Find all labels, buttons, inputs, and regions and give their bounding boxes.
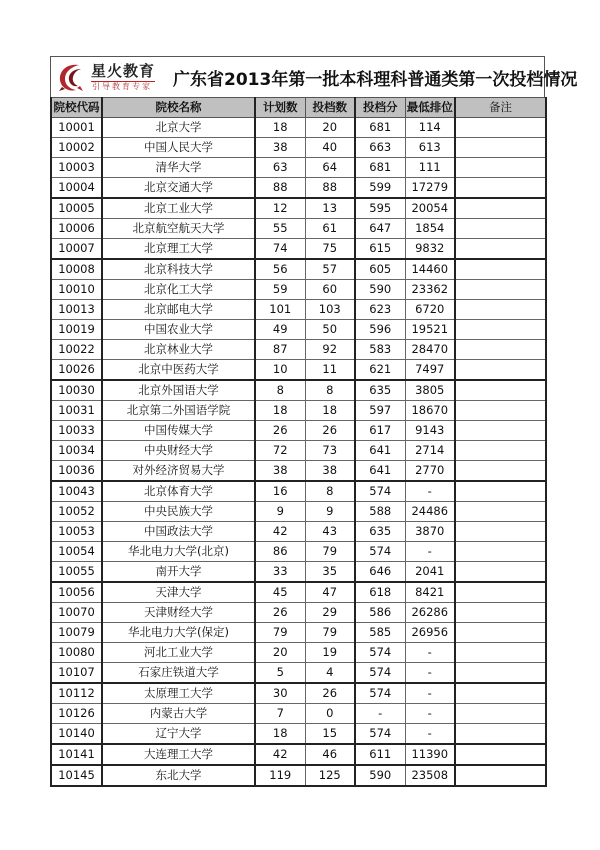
cell-score: 618 <box>355 582 405 603</box>
table-row <box>51 582 546 603</box>
table-row <box>51 502 546 522</box>
cell-plan: 88 <box>255 178 305 199</box>
cell-score: 635 <box>355 522 405 542</box>
cell-score: 641 <box>355 441 405 461</box>
cell-admitted: 8 <box>305 481 355 502</box>
cell-admitted: 61 <box>305 219 355 239</box>
cell-score: 599 <box>355 178 405 199</box>
cell-note <box>455 118 546 138</box>
cell-code: 10008 <box>51 259 102 280</box>
cell-note <box>455 360 546 381</box>
table-row <box>51 683 546 704</box>
cell-note <box>455 683 546 704</box>
cell-code: 10140 <box>51 724 102 745</box>
cell-plan: 10 <box>255 360 305 381</box>
cell-name: 北京大学 <box>102 118 255 138</box>
cell-name: 太原理工大学 <box>102 683 255 704</box>
table-row <box>51 280 546 300</box>
table-row <box>51 522 546 542</box>
cell-note <box>455 219 546 239</box>
cell-plan: 8 <box>255 380 305 401</box>
cell-name: 北京外国语大学 <box>102 380 255 401</box>
cell-admitted: 79 <box>305 542 355 562</box>
cell-rank: 9143 <box>405 421 455 441</box>
cell-note <box>455 704 546 724</box>
cell-code: 10022 <box>51 340 102 360</box>
cell-code: 10107 <box>51 663 102 684</box>
column-header-admitted: 投档数 <box>305 98 355 118</box>
cell-code: 10036 <box>51 461 102 482</box>
cell-note <box>455 300 546 320</box>
cell-rank: 9832 <box>405 239 455 260</box>
cell-note <box>455 178 546 199</box>
cell-rank: 3805 <box>405 380 455 401</box>
brand-logo <box>55 59 167 95</box>
cell-note <box>455 542 546 562</box>
cell-score: 585 <box>355 623 405 643</box>
cell-admitted: 0 <box>305 704 355 724</box>
cell-admitted: 46 <box>305 744 355 765</box>
cell-note <box>455 663 546 684</box>
cell-note <box>455 724 546 745</box>
cell-code: 10013 <box>51 300 102 320</box>
cell-name: 中国人民大学 <box>102 138 255 158</box>
cell-plan: 20 <box>255 643 305 663</box>
cell-code: 10026 <box>51 360 102 381</box>
cell-note <box>455 198 546 219</box>
cell-code: 10004 <box>51 178 102 199</box>
column-header-code: 院校代码 <box>51 98 102 118</box>
cell-admitted: 15 <box>305 724 355 745</box>
cell-note <box>455 441 546 461</box>
cell-score: 617 <box>355 421 405 441</box>
cell-score: 681 <box>355 118 405 138</box>
cell-code: 10007 <box>51 239 102 260</box>
cell-code: 10010 <box>51 280 102 300</box>
cell-note <box>455 623 546 643</box>
cell-score: 574 <box>355 643 405 663</box>
cell-admitted: 92 <box>305 340 355 360</box>
cell-name: 华北电力大学(保定) <box>102 623 255 643</box>
cell-rank: 20054 <box>405 198 455 219</box>
cell-note <box>455 522 546 542</box>
cell-name: 北京工业大学 <box>102 198 255 219</box>
cell-rank: - <box>405 724 455 745</box>
cell-note <box>455 582 546 603</box>
cell-rank: - <box>405 643 455 663</box>
cell-name: 天津财经大学 <box>102 603 255 623</box>
cell-admitted: 79 <box>305 623 355 643</box>
cell-plan: 38 <box>255 461 305 482</box>
table-row <box>51 704 546 724</box>
cell-admitted: 75 <box>305 239 355 260</box>
cell-note <box>455 562 546 583</box>
cell-code: 10141 <box>51 744 102 765</box>
cell-code: 10055 <box>51 562 102 583</box>
cell-name: 中国农业大学 <box>102 320 255 340</box>
cell-code: 10052 <box>51 502 102 522</box>
table-row <box>51 542 546 562</box>
cell-rank: 14460 <box>405 259 455 280</box>
cell-name: 辽宁大学 <box>102 724 255 745</box>
cell-plan: 42 <box>255 522 305 542</box>
cell-admitted: 26 <box>305 683 355 704</box>
cell-code: 10019 <box>51 320 102 340</box>
cell-code: 10002 <box>51 138 102 158</box>
cell-name: 天津大学 <box>102 582 255 603</box>
cell-note <box>455 603 546 623</box>
cell-plan: 42 <box>255 744 305 765</box>
cell-rank: 3870 <box>405 522 455 542</box>
table-row <box>51 300 546 320</box>
cell-rank: 24486 <box>405 502 455 522</box>
cell-score: 615 <box>355 239 405 260</box>
cell-score: 574 <box>355 663 405 684</box>
cell-plan: 5 <box>255 663 305 684</box>
cell-name: 南开大学 <box>102 562 255 583</box>
cell-admitted: 50 <box>305 320 355 340</box>
cell-name: 北京林业大学 <box>102 340 255 360</box>
cell-code: 10031 <box>51 401 102 421</box>
cell-name: 北京体育大学 <box>102 481 255 502</box>
admission-sheet <box>50 56 578 787</box>
cell-plan: 7 <box>255 704 305 724</box>
cell-plan: 86 <box>255 542 305 562</box>
table-row <box>51 643 546 663</box>
cell-admitted: 73 <box>305 441 355 461</box>
cell-admitted: 29 <box>305 603 355 623</box>
brand-tagline: 引导教育专家 <box>92 82 152 91</box>
cell-rank: 23362 <box>405 280 455 300</box>
cell-plan: 101 <box>255 300 305 320</box>
admission-table <box>50 97 547 787</box>
cell-note <box>455 502 546 522</box>
cell-score: 641 <box>355 461 405 482</box>
cell-rank: 11390 <box>405 744 455 765</box>
cell-admitted: 38 <box>305 461 355 482</box>
cell-rank: 26286 <box>405 603 455 623</box>
cell-rank: 6720 <box>405 300 455 320</box>
cell-plan: 59 <box>255 280 305 300</box>
cell-score: 583 <box>355 340 405 360</box>
cell-name: 北京交通大学 <box>102 178 255 199</box>
column-header-name: 院校名称 <box>102 98 255 118</box>
cell-plan: 49 <box>255 320 305 340</box>
cell-admitted: 20 <box>305 118 355 138</box>
cell-code: 10005 <box>51 198 102 219</box>
cell-name: 东北大学 <box>102 765 255 786</box>
cell-plan: 38 <box>255 138 305 158</box>
cell-plan: 33 <box>255 562 305 583</box>
cell-code: 10034 <box>51 441 102 461</box>
cell-score: 611 <box>355 744 405 765</box>
cell-code: 10030 <box>51 380 102 401</box>
table-row <box>51 178 546 199</box>
cell-name: 大连理工大学 <box>102 744 255 765</box>
cell-admitted: 43 <box>305 522 355 542</box>
flame-swirl-logo-icon <box>57 61 87 93</box>
cell-rank: 17279 <box>405 178 455 199</box>
cell-code: 10053 <box>51 522 102 542</box>
cell-admitted: 26 <box>305 421 355 441</box>
cell-plan: 16 <box>255 481 305 502</box>
cell-admitted: 19 <box>305 643 355 663</box>
cell-name: 河北工业大学 <box>102 643 255 663</box>
cell-admitted: 103 <box>305 300 355 320</box>
cell-note <box>455 481 546 502</box>
table-row <box>51 340 546 360</box>
cell-plan: 12 <box>255 198 305 219</box>
cell-plan: 9 <box>255 502 305 522</box>
cell-rank: - <box>405 542 455 562</box>
cell-note <box>455 643 546 663</box>
cell-score: 590 <box>355 765 405 786</box>
table-row <box>51 562 546 583</box>
cell-note <box>455 158 546 178</box>
table-row <box>51 744 546 765</box>
table-row <box>51 239 546 260</box>
cell-score: 574 <box>355 542 405 562</box>
cell-name: 北京科技大学 <box>102 259 255 280</box>
cell-admitted: 125 <box>305 765 355 786</box>
cell-plan: 45 <box>255 582 305 603</box>
cell-plan: 87 <box>255 340 305 360</box>
cell-plan: 30 <box>255 683 305 704</box>
cell-plan: 18 <box>255 118 305 138</box>
column-header-rank: 最低排位 <box>405 98 455 118</box>
cell-plan: 18 <box>255 724 305 745</box>
cell-admitted: 64 <box>305 158 355 178</box>
table-row <box>51 118 546 138</box>
cell-name: 石家庄铁道大学 <box>102 663 255 684</box>
cell-rank: - <box>405 683 455 704</box>
table-header-row <box>51 98 546 118</box>
cell-code: 10054 <box>51 542 102 562</box>
cell-code: 10079 <box>51 623 102 643</box>
cell-plan: 55 <box>255 219 305 239</box>
cell-admitted: 13 <box>305 198 355 219</box>
cell-code: 10145 <box>51 765 102 786</box>
cell-code: 10033 <box>51 421 102 441</box>
table-row <box>51 603 546 623</box>
cell-plan: 26 <box>255 603 305 623</box>
cell-score: 588 <box>355 502 405 522</box>
cell-name: 北京第二外国语学院 <box>102 401 255 421</box>
cell-note <box>455 280 546 300</box>
cell-score: 596 <box>355 320 405 340</box>
cell-name: 北京理工大学 <box>102 239 255 260</box>
cell-admitted: 9 <box>305 502 355 522</box>
cell-score: 621 <box>355 360 405 381</box>
table-row <box>51 663 546 684</box>
cell-note <box>455 138 546 158</box>
cell-plan: 79 <box>255 623 305 643</box>
cell-name: 中央民族大学 <box>102 502 255 522</box>
cell-code: 10056 <box>51 582 102 603</box>
table-body <box>51 118 546 787</box>
brand-name: 星火教育 <box>91 62 156 80</box>
cell-note <box>455 401 546 421</box>
table-row <box>51 138 546 158</box>
cell-note <box>455 765 546 786</box>
cell-rank: 19521 <box>405 320 455 340</box>
cell-rank: 2714 <box>405 441 455 461</box>
cell-rank: 28470 <box>405 340 455 360</box>
page-title: 广东省2013年第一批本科理科普通类第一次投档情况 <box>173 70 578 90</box>
cell-note <box>455 744 546 765</box>
cell-rank: - <box>405 663 455 684</box>
cell-name: 北京中医药大学 <box>102 360 255 381</box>
cell-plan: 63 <box>255 158 305 178</box>
cell-name: 北京化工大学 <box>102 280 255 300</box>
cell-plan: 72 <box>255 441 305 461</box>
cell-rank: 7497 <box>405 360 455 381</box>
cell-code: 10003 <box>51 158 102 178</box>
cell-score: 574 <box>355 481 405 502</box>
cell-admitted: 47 <box>305 582 355 603</box>
cell-score: 590 <box>355 280 405 300</box>
cell-admitted: 11 <box>305 360 355 381</box>
cell-code: 10043 <box>51 481 102 502</box>
cell-code: 10126 <box>51 704 102 724</box>
cell-plan: 119 <box>255 765 305 786</box>
cell-plan: 18 <box>255 401 305 421</box>
column-header-note: 备注 <box>455 98 546 118</box>
title-bar <box>50 56 578 97</box>
cell-rank: 26956 <box>405 623 455 643</box>
column-header-plan: 计划数 <box>255 98 305 118</box>
table-row <box>51 380 546 401</box>
cell-name: 对外经济贸易大学 <box>102 461 255 482</box>
table-row <box>51 441 546 461</box>
cell-plan: 26 <box>255 421 305 441</box>
table-row <box>51 360 546 381</box>
cell-code: 10006 <box>51 219 102 239</box>
table-row <box>51 481 546 502</box>
cell-score: 663 <box>355 138 405 158</box>
cell-rank: 114 <box>405 118 455 138</box>
cell-score: 574 <box>355 724 405 745</box>
table-row <box>51 198 546 219</box>
column-header-score: 投档分 <box>355 98 405 118</box>
cell-admitted: 57 <box>305 259 355 280</box>
table-row <box>51 765 546 786</box>
cell-note <box>455 380 546 401</box>
table-row <box>51 461 546 482</box>
cell-name: 华北电力大学(北京) <box>102 542 255 562</box>
cell-name: 中国传媒大学 <box>102 421 255 441</box>
table-row <box>51 724 546 745</box>
cell-name: 内蒙古大学 <box>102 704 255 724</box>
cell-admitted: 8 <box>305 380 355 401</box>
cell-note <box>455 239 546 260</box>
cell-rank: 2041 <box>405 562 455 583</box>
cell-score: 597 <box>355 401 405 421</box>
cell-score: 605 <box>355 259 405 280</box>
cell-score: 595 <box>355 198 405 219</box>
table-row <box>51 219 546 239</box>
cell-rank: 1854 <box>405 219 455 239</box>
cell-plan: 74 <box>255 239 305 260</box>
cell-rank: 2770 <box>405 461 455 482</box>
cell-admitted: 88 <box>305 178 355 199</box>
cell-admitted: 35 <box>305 562 355 583</box>
cell-admitted: 40 <box>305 138 355 158</box>
cell-plan: 56 <box>255 259 305 280</box>
cell-rank: 111 <box>405 158 455 178</box>
cell-rank: 23508 <box>405 765 455 786</box>
cell-rank: 8421 <box>405 582 455 603</box>
table-row <box>51 401 546 421</box>
cell-score: 647 <box>355 219 405 239</box>
cell-note <box>455 461 546 482</box>
cell-code: 10080 <box>51 643 102 663</box>
cell-name: 中央财经大学 <box>102 441 255 461</box>
cell-score: - <box>355 704 405 724</box>
cell-note <box>455 340 546 360</box>
cell-code: 10001 <box>51 118 102 138</box>
cell-note <box>455 320 546 340</box>
cell-admitted: 4 <box>305 663 355 684</box>
table-row <box>51 623 546 643</box>
cell-rank: - <box>405 481 455 502</box>
table-row <box>51 421 546 441</box>
table-row <box>51 158 546 178</box>
cell-name: 中国政法大学 <box>102 522 255 542</box>
cell-name: 北京航空航天大学 <box>102 219 255 239</box>
cell-rank: 18670 <box>405 401 455 421</box>
table-row <box>51 259 546 280</box>
cell-rank: - <box>405 704 455 724</box>
cell-score: 623 <box>355 300 405 320</box>
cell-note <box>455 421 546 441</box>
cell-admitted: 18 <box>305 401 355 421</box>
cell-score: 646 <box>355 562 405 583</box>
cell-score: 586 <box>355 603 405 623</box>
cell-code: 10112 <box>51 683 102 704</box>
cell-name: 北京邮电大学 <box>102 300 255 320</box>
cell-score: 574 <box>355 683 405 704</box>
table-row <box>51 320 546 340</box>
cell-score: 635 <box>355 380 405 401</box>
cell-admitted: 60 <box>305 280 355 300</box>
cell-code: 10070 <box>51 603 102 623</box>
cell-note <box>455 259 546 280</box>
cell-score: 681 <box>355 158 405 178</box>
cell-rank: 613 <box>405 138 455 158</box>
cell-name: 清华大学 <box>102 158 255 178</box>
